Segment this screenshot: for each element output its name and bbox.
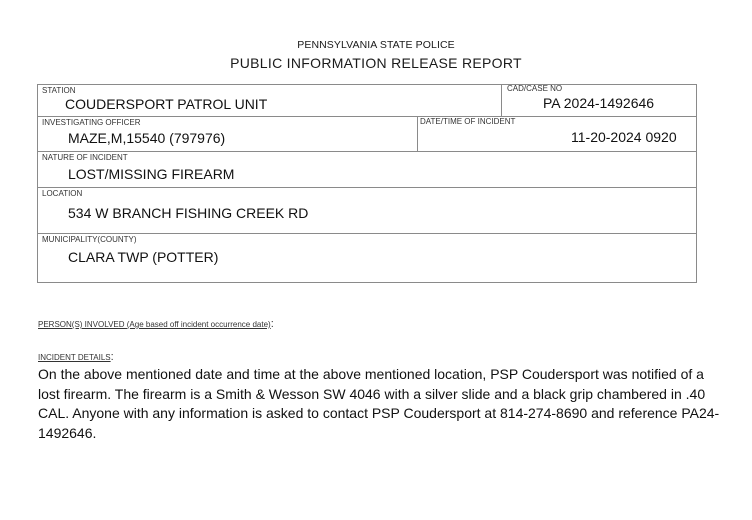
station-value: COUDERSPORT PATROL UNIT [65, 96, 268, 112]
report-form-box [37, 84, 697, 283]
row-divider [38, 116, 696, 117]
column-divider [417, 116, 418, 151]
officer-value: MAZE,M,15540 (797976) [68, 130, 226, 146]
persons-involved-label: PERSON(S) INVOLVED (Age based off incident occurrence date) [38, 320, 271, 329]
colon: : [110, 351, 114, 363]
row-divider [38, 187, 696, 188]
nature-value: LOST/MISSING FIREARM [68, 166, 235, 182]
row-divider [38, 233, 696, 234]
station-label: STATION [42, 86, 76, 95]
incident-details-label: INCIDENT DETAILS [38, 353, 111, 362]
municipality-value: CLARA TWP (POTTER) [68, 249, 219, 265]
incident-details-text: On the above mentioned date and time at the above mentioned location, PSP Coudersport was notified of a lost firearm. The firearm is a Smith & Wesson SW 4046 with a silver slide and a black grip chambered in .40 CAL. Anyone with any information is asked to contact PSP Coudersport at 814-274-8690 and reference PA24-1492646. [38, 366, 720, 441]
location-label: LOCATION [42, 189, 83, 198]
datetime-label: DATE/TIME OF INCIDENT [420, 117, 516, 126]
persons-involved-heading [38, 318, 274, 330]
agency-name: PENNSYLVANIA STATE POLICE [297, 39, 455, 51]
location-value: 534 W BRANCH FISHING CREEK RD [68, 205, 309, 221]
incident-details-heading [38, 351, 114, 363]
report-title: PUBLIC INFORMATION RELEASE REPORT [230, 55, 522, 71]
officer-label: INVESTIGATING OFFICER [42, 118, 141, 127]
nature-label: NATURE OF INCIDENT [42, 153, 128, 162]
colon: : [270, 318, 274, 330]
datetime-value: 11-20-2024 0920 [571, 129, 677, 145]
municipality-label: MUNICIPALITY(COUNTY) [42, 235, 137, 244]
row-divider [38, 151, 696, 152]
case-no-label: CAD/CASE NO [507, 84, 563, 93]
column-divider [501, 85, 502, 116]
case-no-value: PA 2024-1492646 [543, 95, 655, 111]
